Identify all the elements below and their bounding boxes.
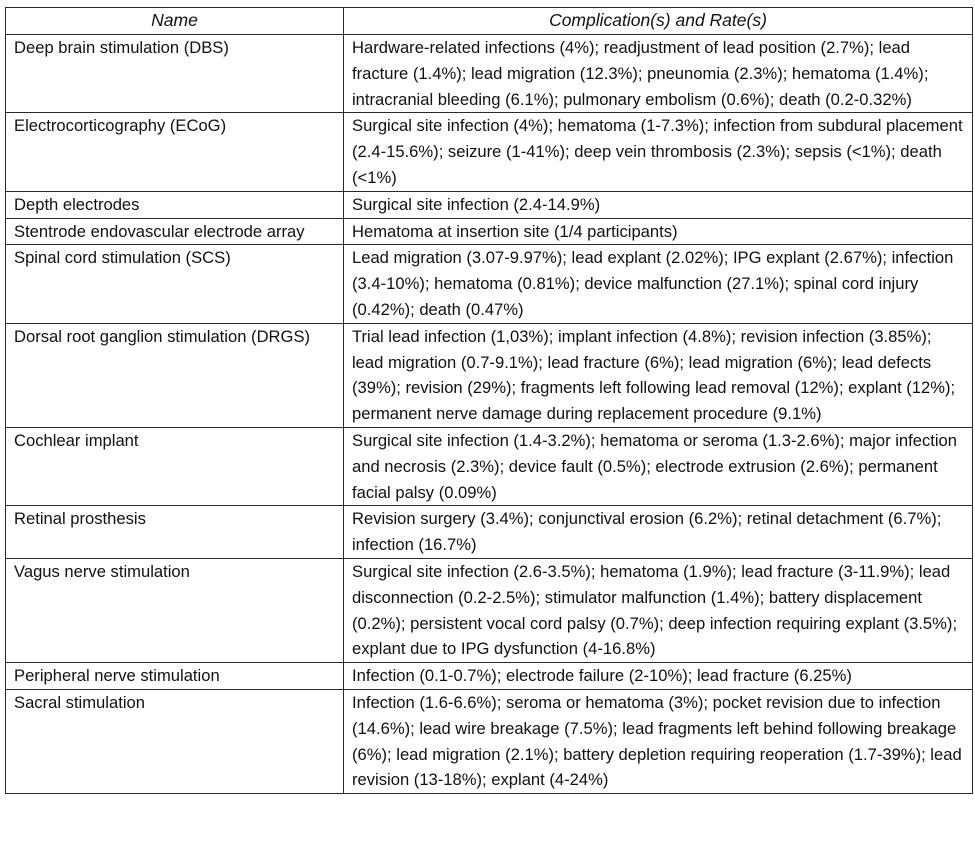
table-row [6,245,973,323]
table-row [6,323,973,427]
cell-complications: Infection (1.6-6.6%); seroma or hematoma (3%); pocket revision due to infection (14.6%); lead wire breakage (7.5%); lead fragments left behind following breakage (6%); lead migration (2.1%); battery depletion requiring reoperation (1.7-39%); lead revision (13-18%); explant (4-24%) [344,689,973,793]
table-row [6,689,973,793]
cell-name: Retinal prosthesis [6,506,344,559]
cell-complications: Revision surgery (3.4%); conjunctival erosion (6.2%); retinal detachment (6.7%); infection (16.7%) [344,506,973,559]
table-row [6,35,973,113]
cell-complications: Surgical site infection (2.6-3.5%); hematoma (1.9%); lead fracture (3-11.9%); lead disconnection (0.2-2.5%); stimulator malfunction (1.4%); battery displacement (0.2%); persistent vocal cord palsy (0.7%); deep infection requiring explant (3.5%); explant due to IPG dysfunction (4-16.8%) [344,558,973,662]
cell-name: Depth electrodes [6,191,344,218]
header-name: Name [6,8,344,35]
cell-complications: Trial lead infection (1,03%); implant infection (4.8%); revision infection (3.85%); lead migration (0.7-9.1%); lead fracture (6%); lead migration (6%); lead defects (39%); revision (29%); fragments left following lead removal (12%); explant (12%); permanent nerve damage during replacement procedure (9.1%) [344,323,973,427]
table-row [6,113,973,191]
cell-name: Cochlear implant [6,427,344,505]
cell-name: Deep brain stimulation (DBS) [6,35,344,113]
cell-complications: Lead migration (3.07-9.97%); lead explant (2.02%); IPG explant (2.67%); infection (3.4-10%); hematoma (0.81%); device malfunction (27.1%); spinal cord injury (0.42%); death (0.47%) [344,245,973,323]
cell-name: Spinal cord stimulation (SCS) [6,245,344,323]
cell-name: Sacral stimulation [6,689,344,793]
table-row [6,558,973,662]
complications-table-container [5,7,972,794]
cell-name: Vagus nerve stimulation [6,558,344,662]
table-header-row [6,8,973,35]
cell-name: Peripheral nerve stimulation [6,663,344,690]
cell-complications: Infection (0.1-0.7%); electrode failure (2-10%); lead fracture (6.25%) [344,663,973,690]
cell-name: Stentrode endovascular electrode array [6,218,344,245]
header-complications: Complication(s) and Rate(s) [344,8,973,35]
cell-complications: Surgical site infection (1.4-3.2%); hematoma or seroma (1.3-2.6%); major infection and necrosis (2.3%); device fault (0.5%); electrode extrusion (2.6%); permanent facial palsy (0.09%) [344,427,973,505]
complications-table [5,7,973,794]
table-row [6,191,973,218]
cell-complications: Hematoma at insertion site (1/4 participants) [344,218,973,245]
cell-name: Dorsal root ganglion stimulation (DRGS) [6,323,344,427]
table-row [6,663,973,690]
cell-name: Electrocorticography (ECoG) [6,113,344,191]
table-row [6,427,973,505]
cell-complications: Surgical site infection (2.4-14.9%) [344,191,973,218]
cell-complications: Surgical site infection (4%); hematoma (1-7.3%); infection from subdural placement (2.4-15.6%); seizure (1-41%); deep vein thrombosis (2.3%); sepsis (<1%); death (<1%) [344,113,973,191]
table-row [6,218,973,245]
cell-complications: Hardware-related infections (4%); readjustment of lead position (2.7%); lead fracture (1.4%); lead migration (12.3%); pneunomia (2.3%); hematoma (1.4%); intracranial bleeding (6.1%); pulmonary embolism (0.6%); death (0.2-0.32%) [344,35,973,113]
table-row [6,506,973,559]
